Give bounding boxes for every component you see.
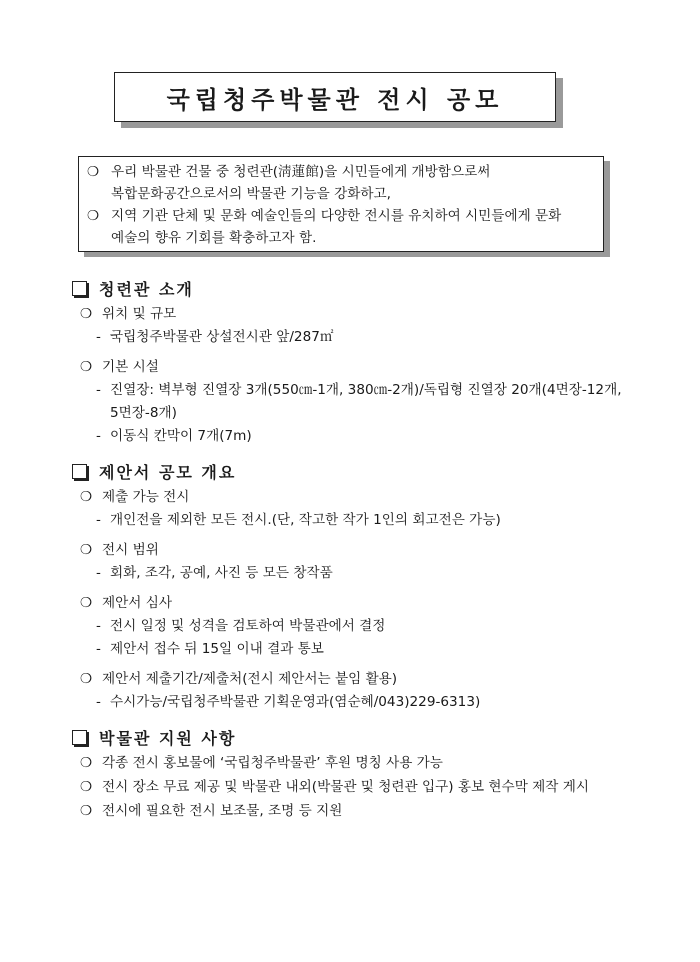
intro-item — [87, 161, 595, 205]
page-title: 국립청주박물관 전시 공모 — [166, 85, 504, 114]
sub-item-label: 제안서 제출기간/제출처(전시 제안서는 붙임 활용) — [102, 671, 398, 687]
checkbox-bullet-icon — [72, 730, 87, 745]
circle-bullet-icon: ❍ — [80, 489, 93, 505]
sub-item — [72, 538, 632, 562]
circle-bullet-icon: ❍ — [80, 595, 93, 611]
circle-bullet-icon: ❍ — [80, 306, 93, 322]
sub-item-label: 각종 전시 홍보물에 ‘국립청주박물관’ 후원 명칭 사용 가능 — [102, 755, 443, 771]
circle-bullet-icon: ❍ — [80, 542, 93, 558]
detail-text: 개인전을 제외한 모든 전시.(단, 작고한 작가 1인의 회고전은 가능) — [110, 512, 501, 528]
section-heading — [72, 274, 632, 302]
sub-item-label: 기본 시설 — [102, 359, 159, 375]
detail-item — [72, 562, 632, 585]
intro-text: 우리 박물관 건물 중 청련관(淸蓮館)을 시민들에게 개방함으로써 복합문화공간으로서의 박물관 기능을 강화하고, — [111, 164, 491, 202]
sub-item-label: 제안서 심사 — [102, 595, 172, 611]
detail-item — [72, 638, 632, 661]
sub-item — [72, 751, 632, 775]
section-proposal-overview — [72, 457, 632, 714]
sub-item — [72, 667, 632, 691]
dash-bullet: - — [96, 618, 101, 634]
detail-text: 이동식 칸막이 7개(7m) — [110, 428, 252, 444]
sub-item-label: 전시 장소 무료 제공 및 박물관 내외(박물관 및 청련관 입구) 홍보 현수막 제작 게시 — [102, 779, 589, 795]
detail-text: 진열장: 벽부형 진열장 3개(550㎝-1개, 380㎝-2개)/독립형 진열장 20개(4면장-12개, 5면장-8개) — [110, 382, 622, 421]
section-title: 청련관 소개 — [99, 279, 194, 299]
detail-item — [72, 615, 632, 638]
sub-item — [72, 302, 632, 326]
dash-bullet: - — [96, 694, 101, 710]
detail-item — [72, 691, 632, 714]
detail-item — [72, 509, 632, 532]
circle-bullet-icon: ❍ — [80, 755, 93, 771]
detail-item — [72, 326, 632, 349]
section-museum-support — [72, 723, 632, 823]
sub-item-label: 전시에 필요한 전시 보조물, 조명 등 지원 — [102, 803, 343, 819]
detail-text: 제안서 접수 뒤 15일 이내 결과 통보 — [110, 641, 324, 657]
intro-item — [87, 205, 595, 249]
checkbox-bullet-icon — [72, 464, 87, 479]
dash-bullet: - — [96, 512, 101, 528]
sub-item — [72, 799, 632, 823]
sub-item-label: 위치 및 규모 — [102, 306, 177, 322]
circle-bullet-icon: ❍ — [80, 671, 93, 687]
sub-item — [72, 591, 632, 615]
detail-item — [72, 425, 632, 448]
dash-bullet: - — [96, 382, 101, 398]
dash-bullet: - — [96, 565, 101, 581]
section-title: 제안서 공모 개요 — [99, 462, 237, 482]
sub-item-label: 전시 범위 — [102, 542, 159, 558]
section-heading — [72, 723, 632, 751]
detail-text: 회화, 조각, 공예, 사진 등 모든 창작품 — [110, 565, 333, 581]
circle-bullet-icon: ❍ — [87, 164, 100, 180]
sections — [72, 274, 632, 832]
detail-text: 전시 일정 및 성격을 검토하여 박물관에서 결정 — [110, 618, 386, 634]
section-title: 박물관 지원 사항 — [99, 728, 237, 748]
detail-text: 국립청주박물관 상설전시관 앞/287㎡ — [110, 329, 334, 345]
section-heading — [72, 457, 632, 485]
intro-box — [78, 156, 604, 252]
circle-bullet-icon: ❍ — [80, 779, 93, 795]
detail-text: 수시가능/국립청주박물관 기획운영과(염순혜/043)229-6313) — [110, 694, 481, 710]
sub-item — [72, 355, 632, 379]
circle-bullet-icon: ❍ — [80, 803, 93, 819]
circle-bullet-icon: ❍ — [80, 359, 93, 375]
intro-text: 지역 기관 단체 및 문화 예술인들의 다양한 전시를 유치하여 시민들에게 문화 예술의 향유 기회를 확충하고자 함. — [111, 208, 562, 246]
sub-item — [72, 775, 632, 799]
checkbox-bullet-icon — [72, 281, 87, 296]
dash-bullet: - — [96, 428, 101, 444]
sub-item-label: 제출 가능 전시 — [102, 489, 190, 505]
title-box — [114, 72, 556, 122]
dash-bullet: - — [96, 329, 101, 345]
sub-item — [72, 485, 632, 509]
circle-bullet-icon: ❍ — [87, 208, 100, 224]
detail-item — [72, 379, 632, 425]
dash-bullet: - — [96, 641, 101, 657]
section-intro-hall — [72, 274, 632, 448]
